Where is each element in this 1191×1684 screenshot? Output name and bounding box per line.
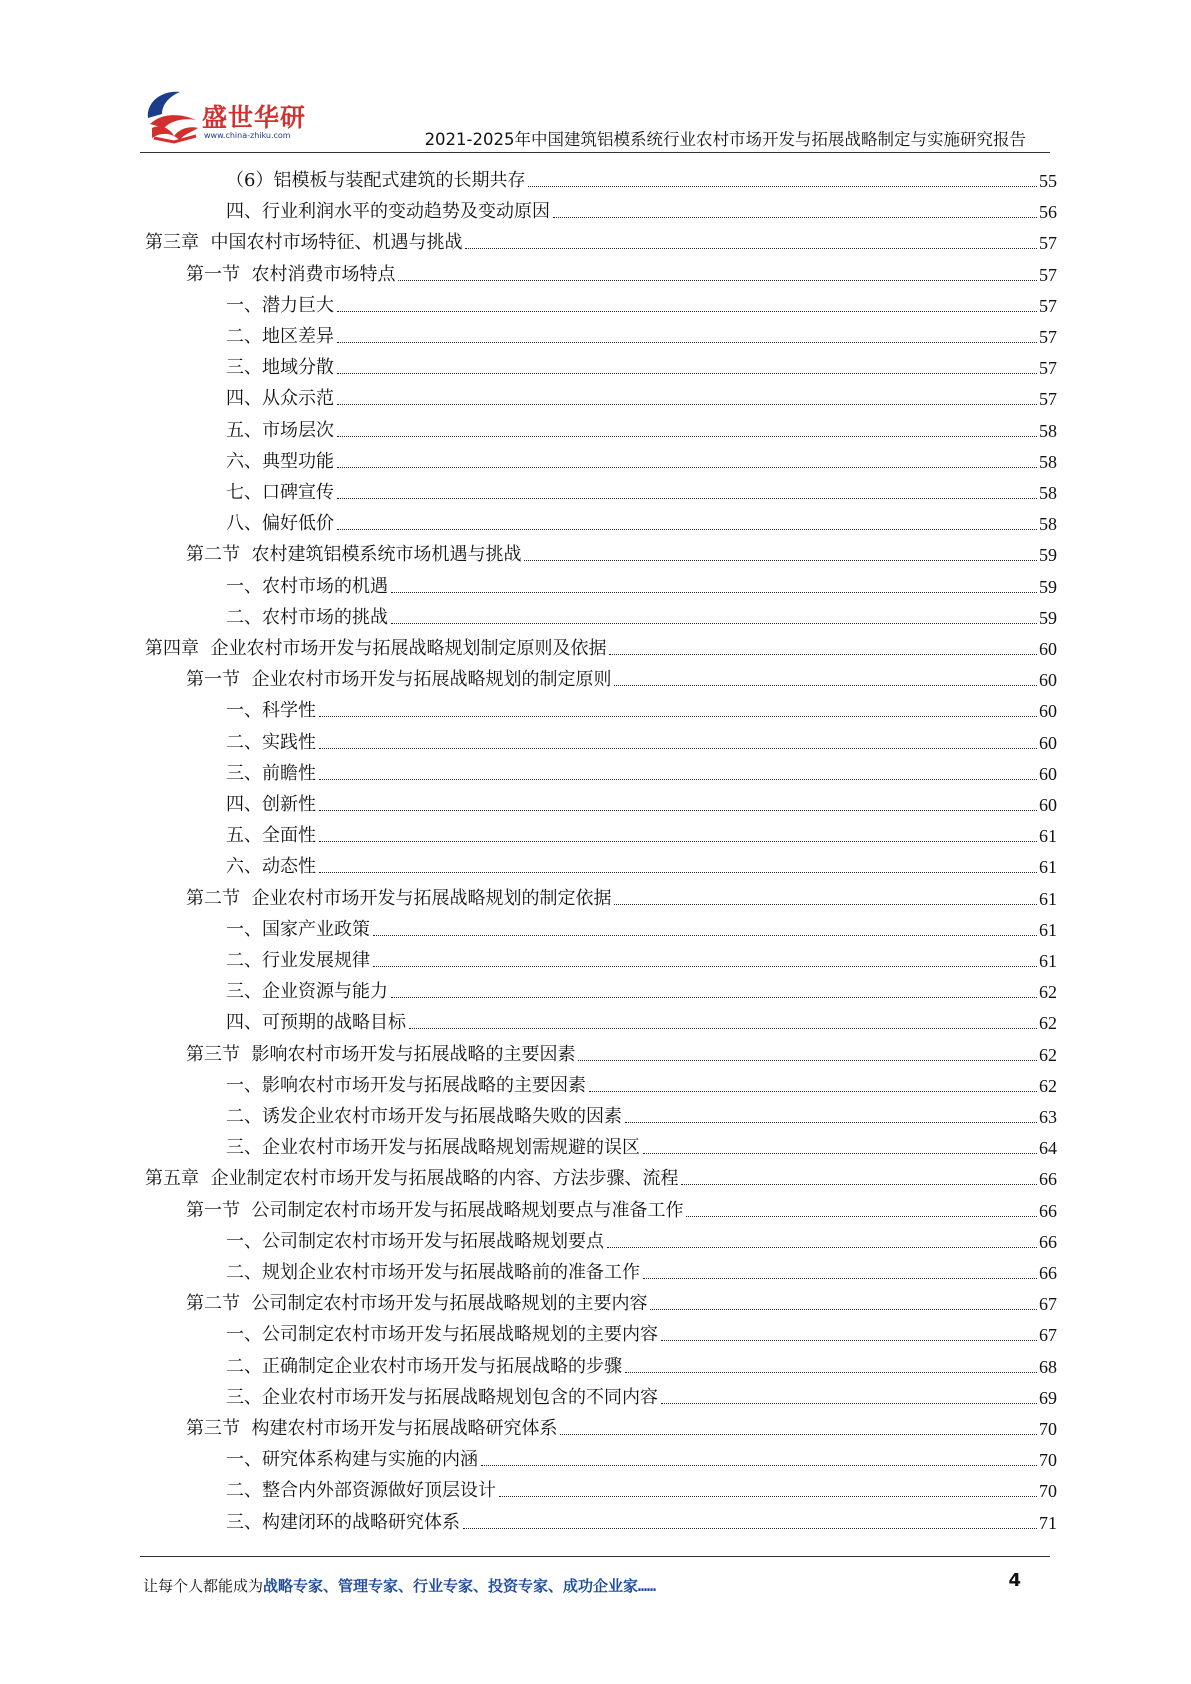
toc-dot-leader [625, 1122, 1037, 1123]
toc-dot-leader [650, 1309, 1037, 1310]
toc-entry-label: 六、动态性 [226, 856, 316, 878]
toc-entry-page: 71 [1039, 1512, 1057, 1533]
toc-dot-leader [614, 904, 1037, 905]
toc-entry-label: 一、科学性 [226, 700, 316, 722]
toc-entry[interactable] [226, 567, 1057, 598]
toc-entry[interactable] [186, 879, 1057, 910]
toc-entry[interactable] [226, 1378, 1057, 1409]
toc-entry-page: 58 [1039, 483, 1057, 503]
toc-entry[interactable] [226, 442, 1057, 473]
toc-entry-page: 67 [1039, 1294, 1057, 1315]
toc-entry-label: 二、实践性 [226, 731, 316, 753]
toc-entry-page: 58 [1039, 514, 1057, 535]
toc-entry-page: 69 [1039, 1387, 1057, 1408]
toc-dot-leader [499, 1496, 1037, 1497]
toc-entry-label: 八、偏好低价 [226, 513, 334, 535]
toc-entry[interactable] [226, 317, 1057, 348]
toc-entry-label: 一、影响农村市场开发与拓展战略的主要因素 [226, 1074, 586, 1096]
toc-dot-leader [553, 217, 1037, 218]
toc-entry-label: 四、从众示范 [226, 388, 334, 410]
toc-entry-page: 60 [1039, 701, 1057, 722]
toc-dot-leader [337, 342, 1037, 343]
toc-entry-page: 61 [1039, 951, 1057, 971]
toc-entry-label: 一、公司制定农村市场开发与拓展战略规划的主要内容 [226, 1324, 658, 1346]
toc-entry[interactable] [226, 1253, 1057, 1284]
toc-entry-page: 57 [1039, 327, 1057, 347]
toc-entry[interactable] [186, 255, 1057, 286]
toc-dot-leader [528, 186, 1037, 187]
toc-entry-label: 第四章 企业农村市场开发与拓展战略规划制定原则及依据 [145, 638, 607, 659]
toc-dot-leader [337, 467, 1037, 468]
toc-entry[interactable] [226, 411, 1057, 442]
toc-dot-leader [686, 1216, 1037, 1217]
toc-entry-label: 一、农村市场的机遇 [226, 575, 388, 597]
toc-entry-page: 70 [1039, 1481, 1057, 1502]
toc-dot-leader [614, 685, 1037, 686]
toc-dot-leader [319, 716, 1037, 717]
toc-entry[interactable] [226, 816, 1057, 847]
toc-entry-page: 64 [1039, 1138, 1057, 1159]
toc-dot-leader [373, 935, 1037, 936]
toc-entry-page: 57 [1039, 264, 1057, 285]
toc-dot-leader [319, 748, 1037, 749]
toc-dot-leader [607, 1247, 1037, 1248]
footer-divider [140, 1556, 1050, 1557]
toc-entry-label: 一、研究体系构建与实施的内涵 [226, 1449, 478, 1471]
toc-entry-label: 二、行业发展规律 [226, 950, 370, 971]
logo-text: 盛世华研 [202, 103, 307, 132]
toc-entry-label: 三、地域分散 [226, 357, 334, 379]
toc-entry[interactable] [226, 1003, 1057, 1034]
toc-entry-label: 三、前瞻性 [226, 762, 316, 784]
toc-dot-leader [524, 560, 1037, 561]
toc-entry-label: 四、创新性 [226, 794, 316, 815]
logo-url: www.china-zhiku.com [204, 131, 291, 140]
toc-entry[interactable] [226, 379, 1057, 410]
toc-entry-page: 62 [1039, 982, 1057, 1003]
company-logo [140, 84, 340, 154]
toc-entry-page: 66 [1039, 1200, 1057, 1221]
toc-entry-page: 60 [1039, 763, 1057, 784]
toc-entry-label: 第一节 农村消费市场特点 [186, 263, 396, 285]
toc-entry[interactable] [186, 1035, 1057, 1066]
toc-entry[interactable] [226, 691, 1057, 722]
toc-entry[interactable] [145, 1159, 1057, 1190]
toc-entry[interactable] [226, 1222, 1057, 1253]
toc-entry-label: 二、农村市场的挑战 [226, 606, 388, 628]
toc-entry[interactable] [226, 348, 1057, 379]
toc-entry-label: 第二节 农村建筑铝模系统市场机遇与挑战 [186, 544, 522, 566]
toc-entry-page: 67 [1039, 1325, 1057, 1346]
toc-entry-page: 58 [1039, 420, 1057, 441]
toc-dot-leader [661, 1340, 1037, 1341]
toc-entry-label: 第三章 中国农村市场特征、机遇与挑战 [145, 232, 463, 254]
toc-dot-leader [398, 280, 1037, 281]
toc-entry[interactable] [226, 754, 1057, 785]
toc-entry-label: 第二节 企业农村市场开发与拓展战略规划的制定依据 [186, 887, 612, 909]
toc-dot-leader [643, 1153, 1037, 1154]
toc-entry-page: 63 [1039, 1107, 1057, 1127]
toc-entry[interactable] [226, 598, 1057, 629]
toc-entry-label: 七、口碑宣传 [226, 482, 334, 503]
toc-entry-label: 四、可预期的战略目标 [226, 1012, 406, 1034]
toc-entry-label: 二、整合内外部资源做好顶层设计 [226, 1480, 496, 1502]
toc-entry[interactable] [226, 910, 1057, 941]
footer-slogan [143, 1575, 656, 1596]
toc-entry-label: 三、企业农村市场开发与拓展战略规划需规避的误区 [226, 1137, 640, 1159]
toc-entry[interactable] [226, 1097, 1057, 1128]
toc-entry-page: 60 [1039, 670, 1057, 691]
toc-entry-page: 66 [1039, 1263, 1057, 1283]
toc-entry[interactable] [145, 223, 1057, 254]
toc-dot-leader [373, 966, 1037, 967]
toc-entry-page: 62 [1039, 1013, 1057, 1034]
footer-slogan-emphasis: 战略专家、管理专家、行业专家、投资专家、成功企业家…… [263, 1577, 657, 1595]
toc-dot-leader [319, 872, 1037, 873]
toc-entry[interactable] [226, 161, 1057, 192]
toc-entry[interactable] [186, 660, 1057, 691]
header-divider [140, 152, 1050, 153]
toc-entry-page: 60 [1039, 795, 1057, 815]
toc-entry-page: 59 [1039, 576, 1057, 597]
toc-entry[interactable] [226, 192, 1057, 223]
toc-entry-label: 二、正确制定企业农村市场开发与拓展战略的步骤 [226, 1355, 622, 1377]
toc-entry[interactable] [226, 723, 1057, 754]
toc-entry-page: 62 [1039, 1075, 1057, 1096]
toc-dot-leader [391, 623, 1037, 624]
toc-entry-page: 59 [1039, 607, 1057, 628]
toc-entry-label: 二、地区差异 [226, 326, 334, 347]
toc-entry[interactable] [226, 1471, 1057, 1502]
toc-entry-page: 61 [1039, 919, 1057, 940]
toc-entry-page: 57 [1039, 233, 1057, 254]
toc-entry-page: 70 [1039, 1419, 1057, 1439]
toc-entry[interactable] [226, 1347, 1057, 1378]
report-title: 2021-2025年中国建筑铝模系统行业农村市场开发与拓展战略制定与实施研究报告 [424, 130, 1026, 149]
toc-dot-leader [465, 248, 1037, 249]
toc-entry-label: 三、企业农村市场开发与拓展战略规划包含的不同内容 [226, 1386, 658, 1408]
toc-dot-leader [409, 1028, 1037, 1029]
toc-dot-leader [319, 841, 1037, 842]
page-number: 4 [1008, 1570, 1021, 1591]
toc-entry[interactable] [186, 1191, 1057, 1222]
toc-entry-label: 第一节 企业农村市场开发与拓展战略规划的制定原则 [186, 669, 612, 691]
toc-dot-leader [391, 592, 1037, 593]
toc-entry-page: 57 [1039, 389, 1057, 410]
toc-entry[interactable] [226, 1066, 1057, 1097]
toc-dot-leader [560, 1434, 1037, 1435]
toc-entry-page: 57 [1039, 295, 1057, 316]
toc-dot-leader [391, 997, 1037, 998]
toc-dot-leader [463, 1528, 1037, 1529]
toc-entry-label: 第一节 公司制定农村市场开发与拓展战略规划要点与准备工作 [186, 1199, 684, 1221]
toc-entry-page: 61 [1039, 888, 1057, 909]
toc-dot-leader [337, 404, 1037, 405]
toc-entry-label: 一、国家产业政策 [226, 918, 370, 940]
toc-entry-label: 第五章 企业制定农村市场开发与拓展战略的内容、方法步骤、流程 [145, 1168, 679, 1190]
toc-entry-label: 一、潜力巨大 [226, 294, 334, 316]
toc-entry[interactable] [226, 504, 1057, 535]
toc-entry-page: 61 [1039, 857, 1057, 878]
logo-emblem-icon [140, 84, 204, 148]
toc-entry-page: 62 [1039, 1044, 1057, 1065]
page-header [0, 0, 1191, 160]
toc-entry-label: 三、构建闭环的战略研究体系 [226, 1511, 460, 1533]
toc-entry-label: （6）铝模板与装配式建筑的长期共存 [226, 170, 526, 191]
toc-entry[interactable] [186, 1284, 1057, 1315]
toc-dot-leader [337, 529, 1037, 530]
toc-entry-label: 一、公司制定农村市场开发与拓展战略规划要点 [226, 1230, 604, 1252]
toc-entry-page: 61 [1039, 826, 1057, 847]
toc-entry[interactable] [145, 629, 1057, 660]
footer-slogan-prefix: 让每个人都能成为 [143, 1577, 264, 1595]
toc-entry-page: 70 [1039, 1450, 1057, 1471]
toc-entry-page: 60 [1039, 732, 1057, 753]
toc-entry[interactable] [226, 1128, 1057, 1159]
toc-entry[interactable] [186, 1409, 1057, 1440]
toc-entry-label: 六、典型功能 [226, 450, 334, 472]
toc-dot-leader [661, 1403, 1037, 1404]
toc-entry-label: 第二节 公司制定农村市场开发与拓展战略规划的主要内容 [186, 1293, 648, 1315]
toc-entry-label: 三、企业资源与能力 [226, 981, 388, 1003]
toc-entry[interactable] [226, 1503, 1057, 1534]
toc-entry-page: 60 [1039, 639, 1057, 659]
toc-entry[interactable] [226, 941, 1057, 972]
toc-entry-label: 四、行业利润水平的变动趋势及变动原因 [226, 201, 550, 223]
toc-entry-page: 66 [1039, 1231, 1057, 1252]
toc-entry-page: 57 [1039, 358, 1057, 379]
toc-entry-page: 55 [1039, 171, 1057, 191]
toc-entry[interactable] [226, 473, 1057, 504]
toc-dot-leader [337, 498, 1037, 499]
toc-entry[interactable] [226, 972, 1057, 1003]
toc-entry-label: 二、规划企业农村市场开发与拓展战略前的准备工作 [226, 1262, 640, 1283]
toc-dot-leader [609, 654, 1037, 655]
toc-entry-label: 第三节 影响农村市场开发与拓展战略的主要因素 [186, 1043, 576, 1065]
toc-dot-leader [625, 1372, 1037, 1373]
toc-dot-leader [337, 436, 1037, 437]
toc-entry[interactable] [226, 785, 1057, 816]
toc-dot-leader [578, 1060, 1037, 1061]
toc-dot-leader [319, 779, 1037, 780]
toc-entry-page: 56 [1039, 202, 1057, 223]
toc-entry-label: 二、诱发企业农村市场开发与拓展战略失败的因素 [226, 1106, 622, 1127]
toc-dot-leader [681, 1184, 1037, 1185]
toc-entry-page: 68 [1039, 1356, 1057, 1377]
toc-entry-label: 五、全面性 [226, 825, 316, 847]
toc-entry[interactable] [226, 1440, 1057, 1471]
toc-entry[interactable] [226, 1315, 1057, 1346]
toc-dot-leader [337, 311, 1037, 312]
toc-dot-leader [337, 373, 1037, 374]
toc-entry-page: 59 [1039, 545, 1057, 566]
toc-dot-leader [481, 1465, 1037, 1466]
toc-dot-leader [319, 810, 1037, 811]
toc-entry-page: 66 [1039, 1169, 1057, 1190]
toc-entry[interactable] [226, 847, 1057, 878]
toc-dot-leader [589, 1091, 1037, 1092]
toc-entry-label: 第三节 构建农村市场开发与拓展战略研究体系 [186, 1418, 558, 1439]
toc-entry-label: 五、市场层次 [226, 419, 334, 441]
toc-entry[interactable] [226, 286, 1057, 317]
toc-entry[interactable] [186, 535, 1057, 566]
toc-entry-page: 58 [1039, 451, 1057, 472]
toc-dot-leader [643, 1278, 1037, 1279]
